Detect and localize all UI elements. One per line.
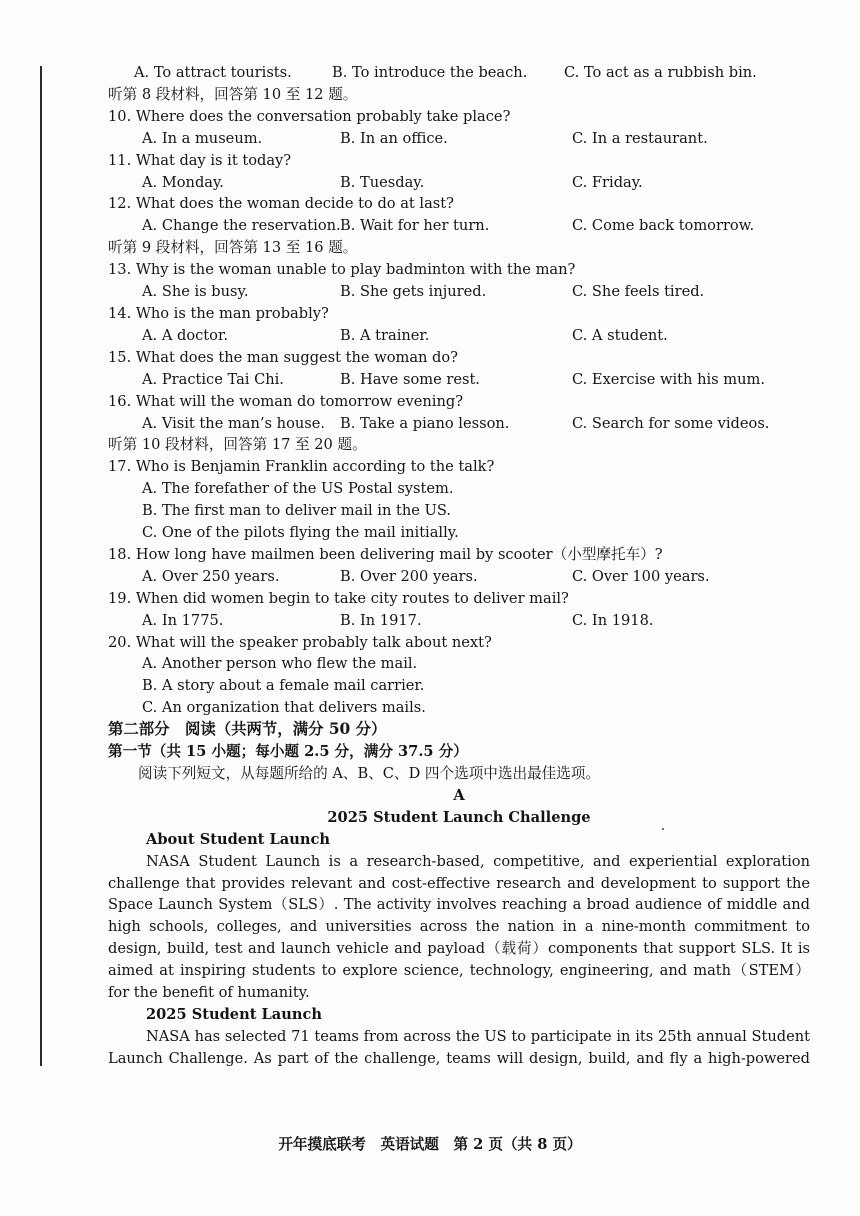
question-18-options bbox=[108, 566, 810, 588]
option-c: C. In 1918. bbox=[572, 611, 654, 629]
question-15: 15. What does the man suggest the woman do? bbox=[108, 348, 459, 366]
option-b: B. A story about a female mail carrier. bbox=[142, 677, 425, 695]
option-c: C. Friday. bbox=[572, 173, 643, 191]
question-19-options bbox=[108, 610, 810, 632]
question-17: 17. Who is Benjamin Franklin according to the talk? bbox=[108, 458, 495, 476]
reading-instruction: 阅读下列短文，从每题所给的 A、B、C、D 四个选项中选出最佳选项。 bbox=[138, 765, 601, 782]
question-13-options bbox=[108, 281, 810, 303]
prev-options-row bbox=[108, 62, 810, 84]
option-c: C. Exercise with his mum. bbox=[572, 370, 765, 388]
question-14: 14. Who is the man probably? bbox=[108, 304, 329, 322]
option-b: B. Take a piano lesson. bbox=[340, 414, 510, 432]
option-a: A. She is busy. bbox=[142, 283, 249, 301]
question-10-options bbox=[108, 128, 810, 150]
launch-paragraph: NASA has selected 71 teams from across the US to participate in its 25th annual Student Launch Challenge. As part of the challenge, teams will design, build, and fly a high-powered bbox=[108, 1027, 810, 1067]
question-20: 20. What will the speaker probably talk about next? bbox=[108, 633, 492, 651]
launch-heading: 2025 Student Launch bbox=[146, 1005, 322, 1023]
option-c: C. She feels tired. bbox=[572, 283, 705, 301]
option-a: A. To attract tourists. bbox=[134, 64, 292, 81]
question-15-options bbox=[108, 369, 810, 391]
option-c: C. One of the pilots flying the mail initially. bbox=[142, 524, 459, 542]
question-13: 13. Why is the woman unable to play badminton with the man? bbox=[108, 261, 576, 279]
section-1-title: 第一节（共 15 小题；每小题 2.5 分，满分 37.5 分） bbox=[108, 743, 468, 761]
option-a: A. In a museum. bbox=[142, 129, 263, 147]
option-b: B. To introduce the beach. bbox=[332, 64, 528, 81]
section-9-heading: 听第 9 段材料，回答第 13 至 16 题。 bbox=[108, 239, 358, 257]
question-19: 19. When did women begin to take city routes to deliver mail? bbox=[108, 589, 569, 607]
page-footer: 开年摸底联考 英语试题 第 2 页（共 8 页） bbox=[278, 1136, 582, 1153]
question-12-options bbox=[108, 215, 810, 237]
about-paragraph: NASA Student Launch is a research-based, competitive, and experiential exploration challenge that provides relevant and cost-effective research and development to support the Space Launch System（SLS）. The activity involves reaching a broad audience of middle and high schools, colleges, and universities across the nation in a nine-month commitment to design, build, test and launch vehicle and payload（载荷）components that support SLS. It is aimed at inspiring students to explore science, technology, engineering, and math（STEM）for the benefit of humanity. bbox=[108, 852, 810, 1002]
question-12: 12. What does the woman decide to do at last? bbox=[108, 195, 454, 213]
passage-title: 2025 Student Launch Challenge bbox=[327, 808, 591, 826]
section-8-heading: 听第 8 段材料，回答第 10 至 12 题。 bbox=[108, 85, 358, 103]
section-10-heading: 听第 10 段材料，回答第 17 至 20 题。 bbox=[108, 436, 367, 454]
option-c: C. In a restaurant. bbox=[572, 129, 708, 147]
option-c: C. To act as a rubbish bin. bbox=[564, 64, 757, 81]
question-18: 18. How long have mailmen been delivering mail by scooter（小型摩托车）? bbox=[108, 545, 663, 563]
option-a: A. Change the reservation. bbox=[142, 217, 341, 235]
about-heading: About Student Launch bbox=[146, 830, 330, 848]
option-c: C. An organization that delivers mails. bbox=[142, 699, 426, 717]
option-a: A. A doctor. bbox=[142, 326, 228, 344]
part-2-title: 第二部分 阅读（共两节，满分 50 分） bbox=[108, 720, 387, 739]
option-a: A. The forefather of the US Postal system. bbox=[142, 480, 454, 498]
question-16-options bbox=[108, 413, 810, 435]
passage-letter: A bbox=[453, 786, 465, 804]
exam-page bbox=[108, 62, 810, 1070]
option-a: A. In 1775. bbox=[142, 611, 224, 629]
option-b: B. Tuesday. bbox=[340, 173, 425, 191]
option-c: C. Over 100 years. bbox=[572, 567, 710, 585]
question-11-options bbox=[108, 172, 810, 194]
option-a: A. Another person who flew the mail. bbox=[142, 655, 418, 673]
binding-margin-line bbox=[40, 66, 42, 1066]
option-a: A. Visit the man’s house. bbox=[142, 414, 326, 432]
question-10: 10. Where does the conversation probably take place? bbox=[108, 107, 511, 125]
question-14-options bbox=[108, 325, 810, 347]
option-a: A. Over 250 years. bbox=[142, 567, 280, 585]
option-c: C. A student. bbox=[572, 326, 668, 344]
question-16: 16. What will the woman do tomorrow evening? bbox=[108, 392, 464, 410]
option-b: B. Have some rest. bbox=[340, 370, 480, 388]
option-c: C. Come back tomorrow. bbox=[572, 217, 755, 235]
option-b: B. Wait for her turn. bbox=[340, 217, 490, 235]
option-b: B. In an office. bbox=[340, 129, 448, 147]
option-b: B. She gets injured. bbox=[340, 283, 487, 301]
option-b: B. The first man to deliver mail in the US. bbox=[142, 502, 451, 520]
option-b: B. A trainer. bbox=[340, 326, 430, 344]
option-b: B. Over 200 years. bbox=[340, 567, 478, 585]
option-c: C. Search for some videos. bbox=[572, 414, 770, 432]
option-a: A. Practice Tai Chi. bbox=[142, 370, 284, 388]
option-a: A. Monday. bbox=[142, 173, 224, 191]
scan-speck bbox=[662, 828, 664, 830]
question-11: 11. What day is it today? bbox=[108, 151, 292, 169]
option-b: B. In 1917. bbox=[340, 611, 422, 629]
